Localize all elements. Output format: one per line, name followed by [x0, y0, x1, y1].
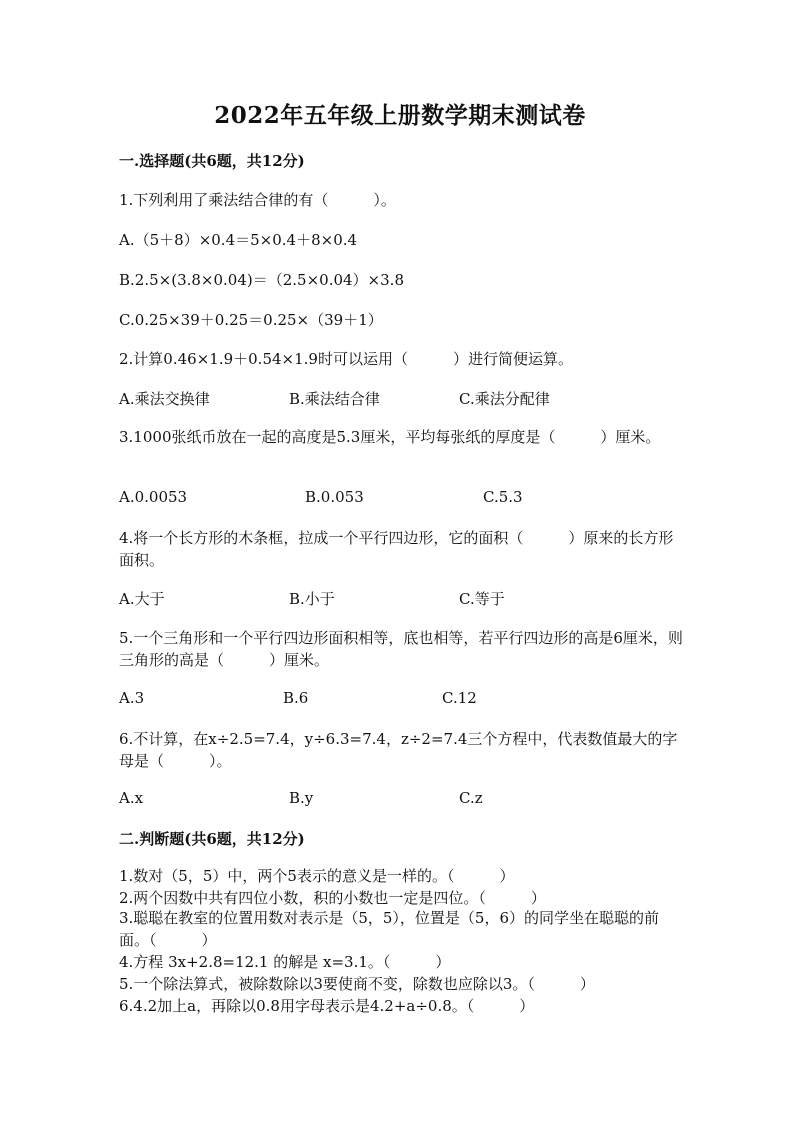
option-b: B.0.053 [305, 488, 364, 506]
option-a: A.x [119, 789, 144, 807]
question-stem: 6.不计算，在x÷2.5=7.4，y÷6.3=7.4，z÷2=7.4三个方程中，代表数值最大的字母是（ ）。 [119, 730, 678, 770]
option-c: C.等于 [459, 590, 505, 608]
option-b: B.6 [283, 689, 309, 707]
section-heading-judge: 二.判断题(共6题，共12分) [119, 830, 305, 848]
judge-item: 4.方程 3x+2.8=12.1 的解是 x=3.1。（ ） [119, 953, 451, 971]
option-c: C.0.25×39＋0.25＝0.25×（39＋1） [119, 311, 383, 329]
judge-item: 5.一个除法算式，被除数除以3要使商不变，除数也应除以3。（ ） [119, 975, 595, 993]
option-a: A.（5＋8）×0.4＝5×0.4＋8×0.4 [119, 231, 358, 249]
option-b: B.小于 [289, 590, 335, 608]
option-b: B.2.5×(3.8×0.04)＝（2.5×0.04）×3.8 [119, 271, 404, 289]
judge-item: 2.两个因数中共有四位小数，积的小数也一定是四位。（ ） [119, 889, 546, 907]
option-a: A.乘法交换律 [119, 390, 210, 408]
option-c: C.乘法分配律 [459, 390, 550, 408]
option-c: C.5.3 [483, 488, 523, 506]
option-b: B.乘法结合律 [289, 390, 380, 408]
question-stem: 3.1000张纸币放在一起的高度是5.3厘米，平均每张纸的厚度是（ ）厘米。 [119, 428, 661, 446]
question-stem: 2.计算0.46×1.9＋0.54×1.9时可以运用（ ）进行简便运算。 [119, 350, 573, 368]
option-c: C.z [459, 789, 483, 807]
page-title: 2022年五年级上册数学期末测试卷 [214, 102, 586, 129]
option-b: B.y [289, 789, 314, 807]
judge-item: 6.4.2加上a，再除以0.8用字母表示是4.2+a÷0.8。（ ） [119, 997, 535, 1015]
section-heading-choice: 一.选择题(共6题，共12分) [119, 152, 305, 170]
option-c: C.12 [442, 689, 477, 707]
judge-item: 3.聪聪在教室的位置用数对表示是（5，5），位置是（5，6）的同学坐在聪聪的前面。（ ） [119, 909, 659, 949]
judge-item: 1.数对（5，5）中，两个5表示的意义是一样的。（ ） [119, 867, 515, 885]
question-stem: 5.一个三角形和一个平行四边形面积相等，底也相等，若平行四边形的高是6厘米，则三角形的高是（ ）厘米。 [119, 629, 683, 669]
option-a: A.0.0053 [119, 488, 188, 506]
question-stem: 1.下列利用了乘法结合律的有（ ）。 [119, 191, 396, 209]
option-a: A.3 [119, 689, 145, 707]
option-a: A.大于 [119, 590, 165, 608]
question-stem: 4.将一个长方形的木条框，拉成一个平行四边形，它的面积（ ）原来的长方形面积。 [119, 529, 674, 569]
